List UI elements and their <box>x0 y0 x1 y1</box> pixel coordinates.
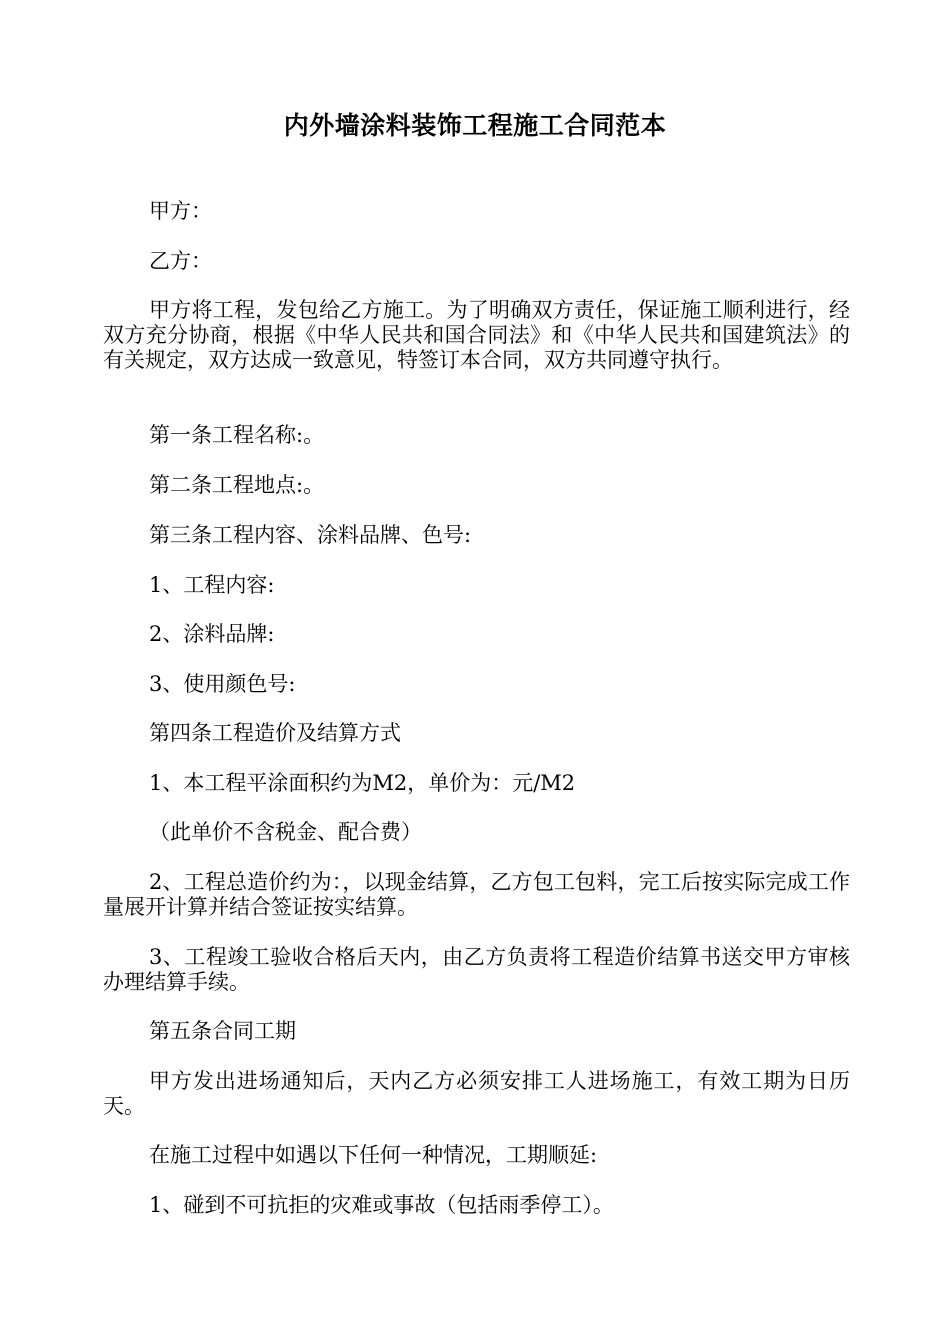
paragraph-article-3-item-3: 3、使用颜色号: <box>149 672 296 696</box>
paragraph-preamble: 甲方将工程，发包给乙方施工。为了明确双方责任，保证施工顺利进行，经双方充分协商，根据《中华人民共和国合同法》和《中华人民共和国建筑法》的有关规定，双方达成一致意见，特签订本合同，双方共同遵守执行。 <box>103 298 850 372</box>
paragraph-article-2: 第二条工程地点:。 <box>149 473 325 497</box>
paragraph-article-5-body: 甲方发出进场通知后，天内乙方必须安排工人进场施工，有效工期为日历天。 <box>103 1069 850 1118</box>
paragraph-article-4: 第四条工程造价及结算方式 <box>149 721 401 745</box>
paragraph-article-3-item-1: 1、工程内容: <box>149 573 275 597</box>
paragraph-extension-item-1: 1、碰到不可抗拒的灾难或事故（包括雨季停工）。 <box>149 1193 614 1217</box>
paragraph-party-b: 乙方： <box>149 249 212 273</box>
paragraph-article-4-item-2: 2、工程总造价约为：，以现金结算，乙方包工包料，完工后按实际完成工作量展开计算并结合签证按实结算。 <box>103 870 850 919</box>
paragraph-extension-intro: 在施工过程中如遇以下任何一种情况，工期顺延: <box>149 1143 598 1167</box>
paragraph-article-3: 第三条工程内容、涂料品牌、色号: <box>149 523 472 547</box>
paragraph-party-a: 甲方： <box>149 199 212 223</box>
paragraph-article-4-note: （此单价不含税金、配合费） <box>149 820 422 844</box>
paragraph-article-4-item-3: 3、工程竣工验收合格后天内，由乙方负责将工程造价结算书送交甲方审核办理结算手续。 <box>103 945 850 994</box>
paragraph-article-1: 第一条工程名称:。 <box>149 423 325 447</box>
document-title: 内外墙涂料装饰工程施工合同范本 <box>283 111 667 140</box>
paragraph-article-4-item-1: 1、本工程平涂面积约为M2，单价为：元/M2 <box>149 771 576 795</box>
paragraph-article-3-item-2: 2、涂料品牌: <box>149 622 275 646</box>
paragraph-article-5: 第五条合同工期 <box>149 1019 296 1043</box>
